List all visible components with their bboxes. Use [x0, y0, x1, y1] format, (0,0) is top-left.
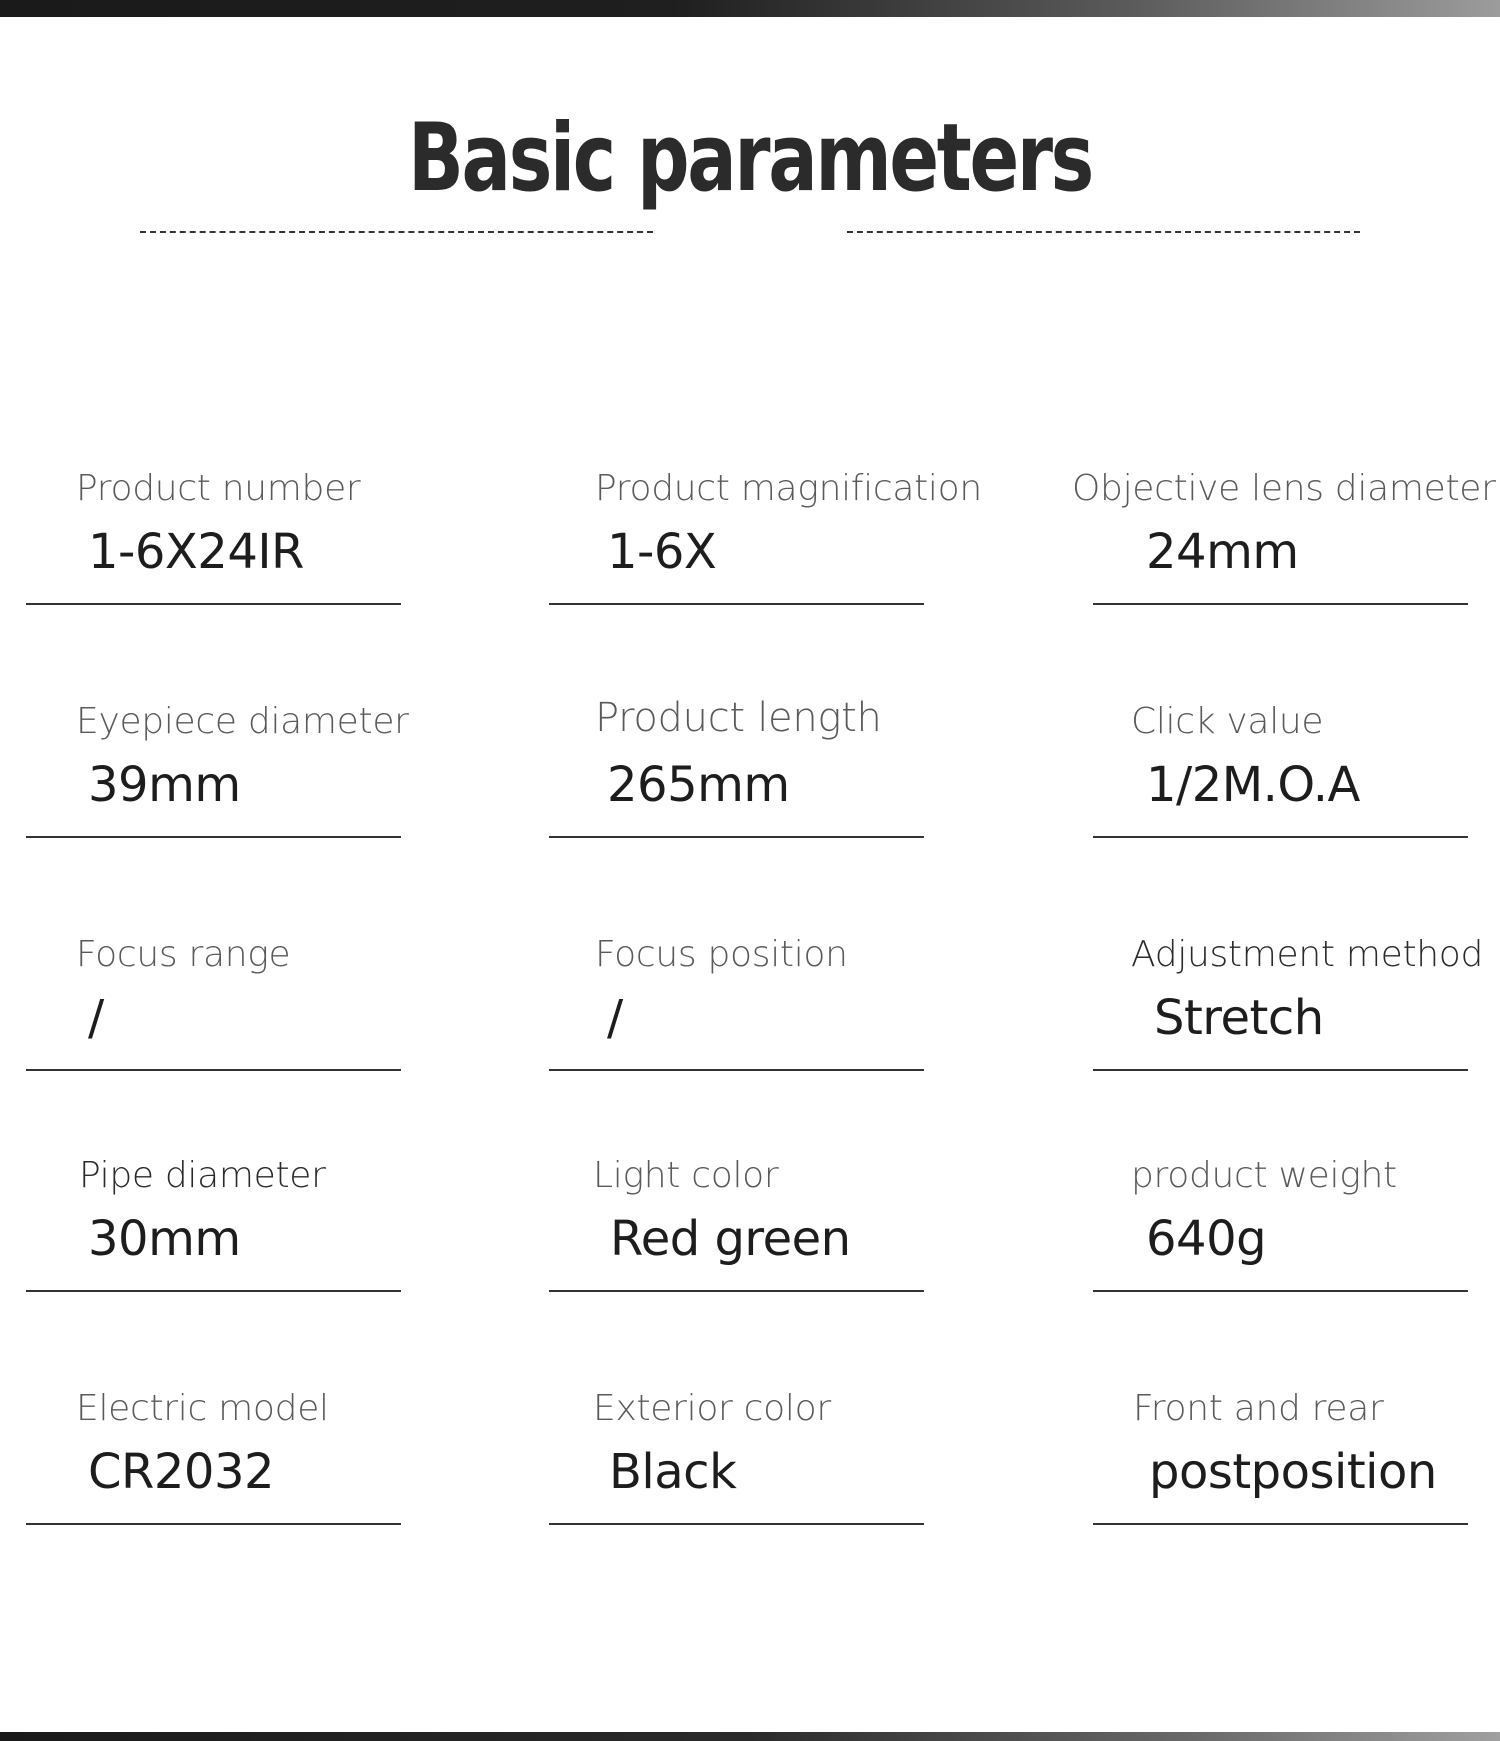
title-divider-right [847, 231, 1360, 233]
param-value: Stretch [1154, 990, 1324, 1046]
param-value: postposition [1149, 1444, 1437, 1500]
param-label: Pipe diameter [79, 1155, 326, 1196]
param-underline [549, 1523, 924, 1525]
param-focus-position [549, 934, 924, 1114]
param-underline [26, 1523, 401, 1525]
param-adjustment-method [1093, 934, 1484, 1114]
param-label: Electric model [76, 1388, 329, 1429]
param-value: / [88, 990, 104, 1046]
param-label: Focus position [595, 934, 848, 975]
param-label: Adjustment method [1131, 934, 1484, 975]
param-underline [26, 603, 401, 605]
param-value: 30mm [88, 1211, 241, 1267]
param-product-magnification [549, 468, 982, 648]
param-value: 24mm [1146, 524, 1299, 580]
param-underline [26, 1069, 401, 1071]
param-objective-lens-diameter [1072, 468, 1496, 648]
param-underline [549, 603, 924, 605]
param-front-and-rear [1093, 1388, 1468, 1568]
param-exterior-color [549, 1388, 924, 1568]
bottom-gradient-bar [0, 1732, 1500, 1741]
param-underline [1093, 1523, 1468, 1525]
param-value: 1/2M.O.A [1146, 757, 1360, 813]
param-underline [549, 1069, 924, 1071]
param-value: 1-6X24IR [88, 524, 304, 580]
param-eyepiece-diameter [26, 701, 409, 881]
param-label: Eyepiece diameter [76, 701, 409, 742]
param-product-weight [1093, 1155, 1468, 1335]
page-title: Basic parameters [408, 104, 1092, 213]
param-label: Product number [76, 468, 361, 509]
param-electric-model [26, 1388, 401, 1568]
param-label: Objective lens diameter [1072, 468, 1496, 509]
param-underline [1093, 603, 1468, 605]
param-label: Exterior color [593, 1388, 831, 1429]
param-label: Product length [595, 695, 882, 741]
param-product-number [26, 468, 401, 648]
top-gradient-bar [0, 0, 1500, 17]
param-label: Front and rear [1133, 1388, 1384, 1429]
param-value: 640g [1146, 1211, 1267, 1267]
param-value: 1-6X [607, 524, 717, 580]
param-underline [549, 1290, 924, 1292]
param-underline [1093, 1069, 1468, 1071]
param-value: 265mm [607, 757, 790, 813]
param-underline [1093, 1290, 1468, 1292]
param-value: CR2032 [88, 1444, 275, 1500]
param-underline [1093, 836, 1468, 838]
param-click-value [1093, 701, 1468, 881]
param-label: Click value [1131, 701, 1324, 742]
param-focus-range [26, 934, 401, 1114]
param-product-length [549, 695, 924, 881]
param-value: 39mm [88, 757, 241, 813]
param-underline [549, 836, 924, 838]
param-value: Red green [610, 1211, 851, 1267]
param-underline [26, 836, 401, 838]
param-value: / [607, 990, 623, 1046]
param-value: Black [609, 1444, 737, 1500]
param-label: Focus range [76, 934, 291, 975]
param-label: product weight [1131, 1155, 1397, 1196]
title-divider-left [140, 231, 653, 233]
param-pipe-diameter [26, 1155, 401, 1335]
param-light-color [549, 1155, 924, 1335]
param-underline [26, 1290, 401, 1292]
param-label: Light color [593, 1155, 779, 1196]
param-label: Product magnification [595, 468, 982, 509]
